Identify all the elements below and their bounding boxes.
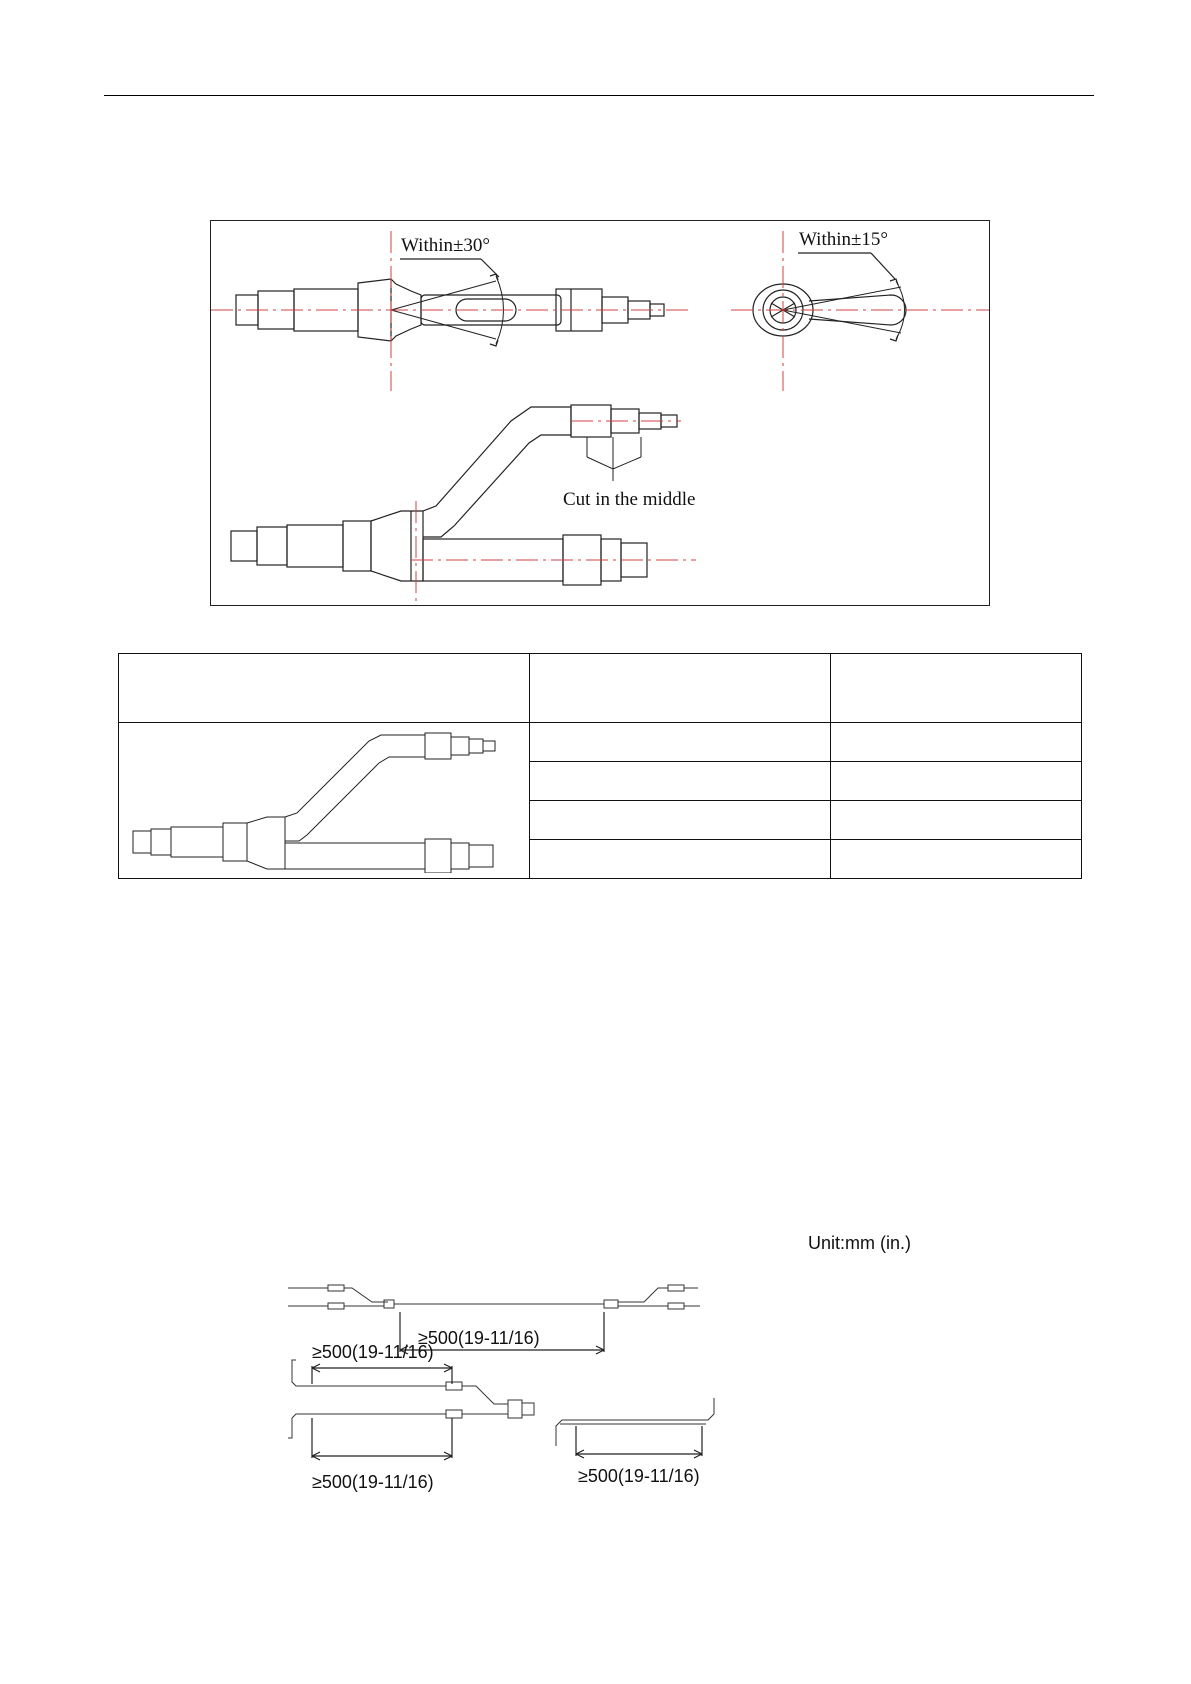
table-header-cell: [830, 654, 1081, 723]
table-cell: [529, 801, 830, 840]
table-cell: [529, 840, 830, 879]
angle-label-15: Within±15°: [799, 229, 889, 250]
branch-pipe-thumbnail: [119, 723, 527, 873]
branch-pipe-angle-drawing: [211, 221, 989, 605]
straight-length-figure: [288, 1262, 808, 1518]
straight-length-drawing: [288, 1262, 808, 1518]
unit-label: Unit:mm (in.): [808, 1233, 911, 1253]
table-image-cell: [119, 723, 530, 879]
angle-label-30: Within±30°: [401, 235, 491, 256]
table-cell: [830, 762, 1081, 801]
dimension-label-top: ≥500(19-11/16): [418, 1328, 540, 1348]
branch-pipe-spec-table: [118, 653, 1082, 879]
table-cell: [529, 723, 830, 762]
cut-in-middle-label: Cut in the middle: [563, 489, 696, 510]
table-cell: [830, 723, 1081, 762]
centerlines: [211, 231, 989, 605]
table-cell: [830, 840, 1081, 879]
table-cell: [529, 762, 830, 801]
table-header-cell: [119, 654, 530, 723]
dimension-label-right: ≥500(19-11/16): [578, 1466, 700, 1486]
dimension-label-middle-top: ≥500(19-11/16): [312, 1342, 434, 1362]
table-header-row: [119, 654, 1082, 723]
header-rule: [104, 95, 1094, 96]
table-cell: [830, 801, 1081, 840]
right-pipe-assembly: [556, 1398, 714, 1446]
table-row: [119, 723, 1082, 762]
top-pipe-assembly: [288, 1285, 700, 1309]
middle-pipe-assembly: [288, 1360, 534, 1438]
branch-pipe-angle-figure: [210, 220, 990, 606]
dimension-label-middle-bottom: ≥500(19-11/16): [312, 1472, 434, 1492]
table-header-cell: [529, 654, 830, 723]
